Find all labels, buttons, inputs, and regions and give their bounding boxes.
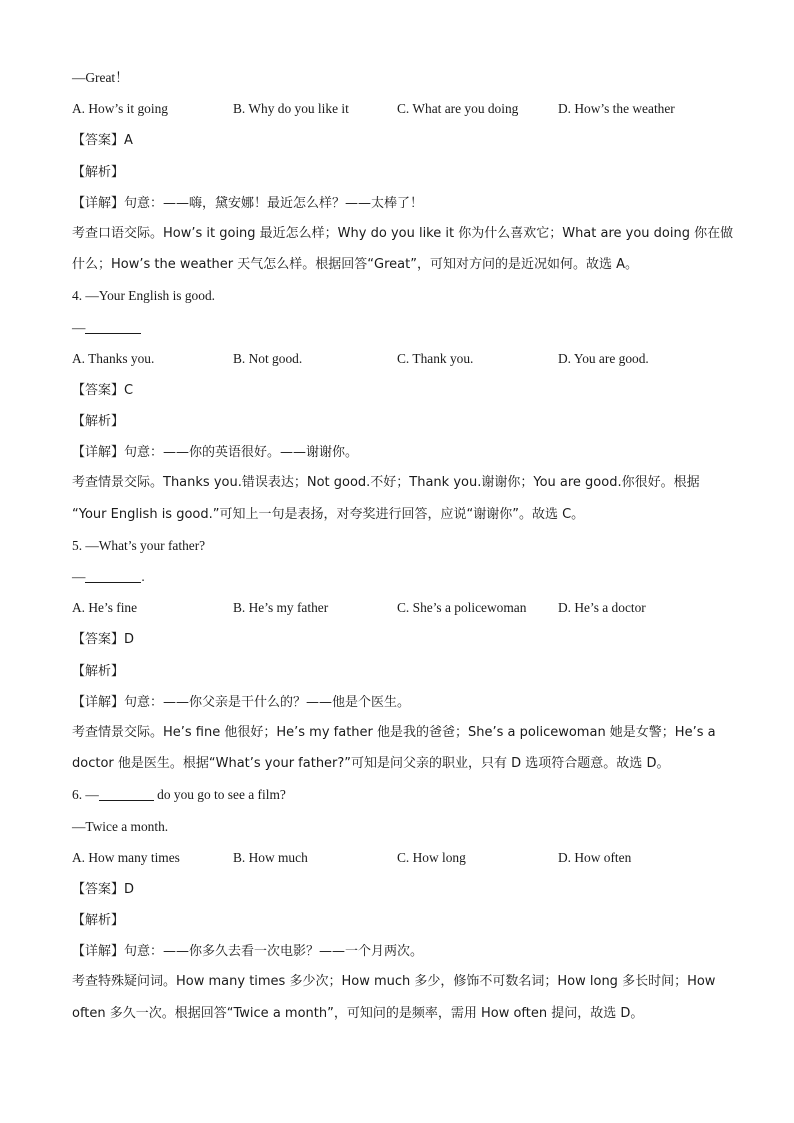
explanation-line: “Your English is good.”可知上一句是表扬，对夸奖进行回答，应说“谢谢你”。故选 C。 — [72, 506, 585, 522]
question-line — [72, 779, 722, 810]
question-line: 5. —What’s your father? — [72, 537, 206, 553]
option-c: C. What are you doing — [397, 101, 519, 117]
section-tag: 【解析】 — [72, 663, 125, 679]
question-prefix: — — [72, 569, 86, 584]
section-tag: 【答案】 — [72, 632, 125, 648]
question-line — [72, 312, 722, 343]
tag-text: 句意：——你多久去看一次电影？——一个月两次。 — [124, 944, 424, 960]
option-d: D. He’s a doctor — [558, 600, 646, 616]
options-row — [72, 93, 722, 124]
answer-line — [72, 686, 722, 717]
section-tag: 【详解】 — [72, 694, 125, 710]
question-suffix: do you go to see a film? — [153, 787, 286, 803]
answer-line — [72, 187, 722, 218]
tag-text: A — [124, 133, 133, 149]
option-b: B. Not good. — [233, 350, 303, 366]
question-prefix: — — [72, 319, 86, 335]
option-c: C. Thank you. — [397, 350, 474, 366]
explanation-line: 考查口语交际。How’s it going 最近怎么样；Why do you like it 你为什么喜欢它；What are you doing 你在做 — [72, 225, 734, 241]
option-b: B. How much — [233, 849, 308, 865]
question-line: 4. —Your English is good. — [72, 288, 215, 304]
question-line: —Twice a month. — [72, 818, 169, 834]
question-line — [72, 561, 722, 592]
section-tag: 【解析】 — [72, 913, 125, 929]
section-tag: 【详解】 — [72, 195, 125, 211]
section-tag: 【答案】 — [72, 881, 125, 897]
explanation-line: 考查特殊疑问词。How many times 多少次；How much 多少，修饰不可数名词；How long 多长时间；How — [72, 974, 716, 990]
answer-line — [72, 904, 722, 935]
option-c: C. She’s a policewoman — [397, 600, 527, 616]
explanation-line: 考查情景交际。He’s fine 他很好；He’s my father 他是我的爸爸；She’s a policewoman 她是女警；He’s a — [72, 724, 716, 740]
section-tag: 【详解】 — [72, 445, 125, 461]
option-a: A. How many times — [72, 849, 180, 865]
tag-text: 句意：——嗨，黛安娜！最近怎么样？——太棒了！ — [124, 195, 424, 211]
options-row — [72, 343, 722, 374]
explanation-line: doctor 他是医生。根据“What’s your father?”可知是问父亲的职业，只有 D 选项符合题意。故选 D。 — [72, 756, 670, 772]
explanation-line: 什么；How’s the weather 天气怎么样。根据回答“Great”，可知对方问的是近况如何。故选 A。 — [72, 257, 638, 273]
section-tag: 【答案】 — [72, 382, 125, 398]
option-a: A. Thanks you. — [72, 350, 155, 366]
answer-line — [72, 935, 722, 966]
section-tag: 【解析】 — [72, 164, 125, 180]
document-page — [72, 62, 734, 1029]
options-row — [72, 592, 722, 623]
question-line: —Great！ — [72, 70, 129, 85]
section-tag: 【解析】 — [72, 414, 125, 430]
question-prefix: 6. — — [72, 787, 99, 803]
answer-line — [72, 405, 722, 436]
answer-line — [72, 156, 722, 187]
tag-text: 句意：——你父亲是干什么的？——他是个医生。 — [124, 694, 411, 710]
section-tag: 【详解】 — [72, 944, 125, 960]
options-row — [72, 842, 722, 873]
tag-text: C — [124, 382, 134, 398]
option-d: D. You are good. — [558, 350, 649, 366]
option-a: A. He’s fine — [72, 600, 138, 616]
option-d: D. How’s the weather — [558, 101, 675, 117]
option-a: A. How’s it going — [72, 101, 168, 117]
answer-line — [72, 124, 722, 155]
answer-line — [72, 655, 722, 686]
answer-blank — [85, 568, 141, 583]
option-c: C. How long — [397, 849, 466, 865]
answer-line — [72, 873, 722, 904]
option-d: D. How often — [558, 849, 632, 865]
question-suffix: . — [141, 569, 145, 584]
tag-text: 句意：——你的英语很好。——谢谢你。 — [124, 445, 359, 461]
answer-line — [72, 436, 722, 467]
option-b: B. Why do you like it — [233, 101, 349, 117]
section-tag: 【答案】 — [72, 133, 125, 149]
answer-blank — [85, 319, 141, 334]
tag-text: D — [124, 881, 135, 897]
tag-text: D — [124, 632, 135, 648]
explanation-line: 考查情景交际。Thanks you.错误表达；Not good.不好；Thank you.谢谢你；You are good.你很好。根据 — [72, 475, 700, 491]
explanation-line: often 多久一次。根据回答“Twice a month”，可知问的是频率，需用 How often 提问，故选 D。 — [72, 1005, 644, 1021]
option-b: B. He’s my father — [233, 600, 329, 616]
answer-line — [72, 623, 722, 654]
answer-blank — [99, 786, 154, 801]
answer-line — [72, 374, 722, 405]
